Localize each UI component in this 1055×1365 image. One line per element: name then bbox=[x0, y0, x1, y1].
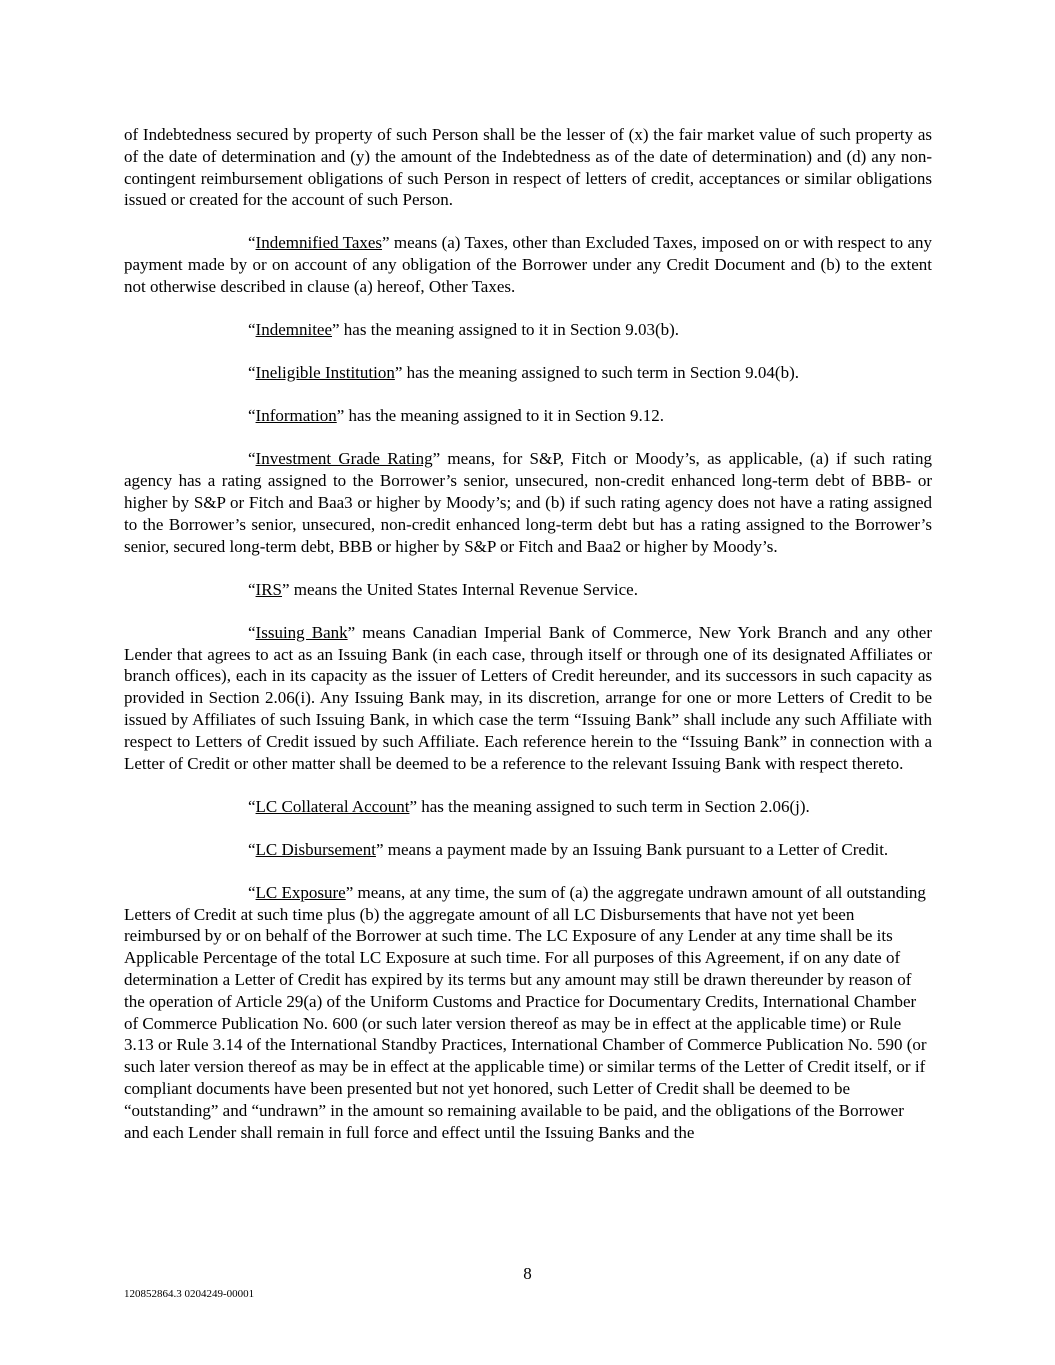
open-quote: “ bbox=[248, 320, 256, 340]
paragraph-p7 bbox=[124, 622, 932, 775]
paragraph-p3 bbox=[124, 362, 932, 384]
definition-text: ” means, at any time, the sum of (a) the aggregate undrawn amount of all outstanding Letters of Credit at such time plus (b) the aggregate amount of all LC Disbursements that have not yet been reimbursed by or on behalf of the Borrower at such time. The LC Exposure of any Lender at any time shall be its Applicable Percentage of the total LC Exposure at such time. For all purposes of this Agreement, if on any date of determination a Letter of Credit has expired by its terms but any amount may still be drawn thereunder by reason of the operation of Article 29(a) of the Uniform Customs and Practice for Documentary Credits, International Chamber of Commerce Publication No. 600 (or such later version thereof as may be in effect at the applicable time) or Rule 3.13 or Rule 3.14 of the International Standby Practices, International Chamber of Commerce Publication No. 590 (or such later version thereof as may be in effect at the applicable time) or similar terms of the Letter of Credit itself, or if compliant documents have been presented but not yet honored, such Letter of Credit shall be deemed to be “outstanding” and “undrawn” in the amount so remaining available to be paid, and the obligations of the Borrower and each Lender shall remain in full force and effect until the Issuing Banks and the bbox=[124, 882, 927, 1142]
paragraph-p0 bbox=[124, 124, 932, 211]
defined-term: LC Exposure bbox=[255, 882, 346, 902]
open-quote: “ bbox=[248, 882, 256, 902]
defined-term: Indemnified Taxes bbox=[255, 233, 383, 253]
paragraph-p4 bbox=[124, 405, 932, 427]
open-quote: “ bbox=[248, 622, 256, 642]
open-quote: “ bbox=[248, 233, 256, 253]
defined-term: Ineligible Institution bbox=[255, 363, 395, 383]
paragraph-p1 bbox=[124, 232, 932, 297]
open-quote: “ bbox=[248, 406, 256, 426]
definition-text: ” means (a) Taxes, other than Excluded Taxes, imposed on or with respect to any payment made by or on account of any obligation of the Borrower under any Credit Document and (b) to the extent not otherwise described in clause (a) hereof, Other Taxes. bbox=[124, 233, 932, 297]
definition-text: of Indebtedness secured by property of such Person shall be the lesser of (x) the fair market value of such property as of the date of determination and (y) the amount of the Indebtedness as of the date of determination) and (d) any non-contingent reimbursement obligations of such Person in respect of letters of credit, acceptances or similar obligations issued or created for the account of such Person. bbox=[124, 125, 932, 210]
defined-term: Indemnitee bbox=[255, 320, 333, 340]
definition-text: ” has the meaning assigned to it in Section 9.03(b). bbox=[332, 320, 680, 340]
defined-term: LC Collateral Account bbox=[255, 796, 410, 816]
defined-term: Issuing Bank bbox=[255, 622, 348, 642]
defined-term: IRS bbox=[255, 579, 283, 599]
document-id: 120852864.3 0204249-00001 bbox=[124, 1288, 255, 1300]
definition-text: ” has the meaning assigned to such term in Section 9.04(b). bbox=[394, 363, 799, 383]
open-quote: “ bbox=[248, 363, 256, 383]
page-number: 8 bbox=[523, 1264, 532, 1283]
defined-term: Information bbox=[255, 406, 337, 426]
open-quote: “ bbox=[248, 796, 256, 816]
definition-text: ” means a payment made by an Issuing Bank pursuant to a Letter of Credit. bbox=[375, 839, 889, 859]
definition-text: ” means the United States Internal Revenue Service. bbox=[282, 579, 638, 599]
definition-text: ” means, for S&P, Fitch or Moody’s, as applicable, (a) if such rating agency has a rating assigned to the Borrower’s senior, unsecured, non-credit enhanced long-term debt of BBB- or higher by S&P or Fitch and Baa3 or higher by Moody’s; and (b) if such rating agency does not have a rating assigned to the Borrower’s senior, unsecured, non-credit enhanced long-term debt but has a rating assigned to the Borrower’s senior, secured long-term debt, BBB or higher by S&P or Fitch and Baa2 or higher by Moody’s. bbox=[124, 449, 933, 556]
paragraph-p5 bbox=[124, 448, 932, 557]
definition-text: ” has the meaning assigned to such term in Section 2.06(j). bbox=[409, 796, 810, 816]
defined-term: LC Disbursement bbox=[255, 839, 376, 859]
definition-text: ” means Canadian Imperial Bank of Commerce, New York Branch and any other Lender that agrees to act as an Issuing Bank (in each case, through itself or through one of its designated Affiliates or branch offices), each in its capacity as the issuer of Letters of Credit hereunder, and its successors in such capacity as provided in Section 2.06(i). Any Issuing Bank may, in its discretion, arrange for one or more Letters of Credit to be issued by Affiliates of such Issuing Bank, in which case the term “Issuing Bank” shall include any such Affiliate with respect to Letters of Credit issued by such Affiliate. Each reference herein to the “Issuing Bank” in connection with a Letter of Credit or other matter shall be deemed to be a reference to the relevant Issuing Bank with respect thereto. bbox=[124, 622, 932, 773]
paragraph-p2 bbox=[124, 319, 932, 341]
paragraph-p10 bbox=[124, 882, 932, 1144]
defined-term: Investment Grade Rating bbox=[255, 449, 433, 469]
open-quote: “ bbox=[248, 839, 256, 859]
open-quote: “ bbox=[248, 449, 256, 469]
open-quote: “ bbox=[248, 579, 256, 599]
document-body bbox=[124, 124, 932, 1165]
definition-text: ” has the meaning assigned to it in Section 9.12. bbox=[336, 406, 664, 426]
paragraph-p9 bbox=[124, 839, 932, 861]
paragraph-p6 bbox=[124, 579, 932, 601]
paragraph-p8 bbox=[124, 796, 932, 818]
